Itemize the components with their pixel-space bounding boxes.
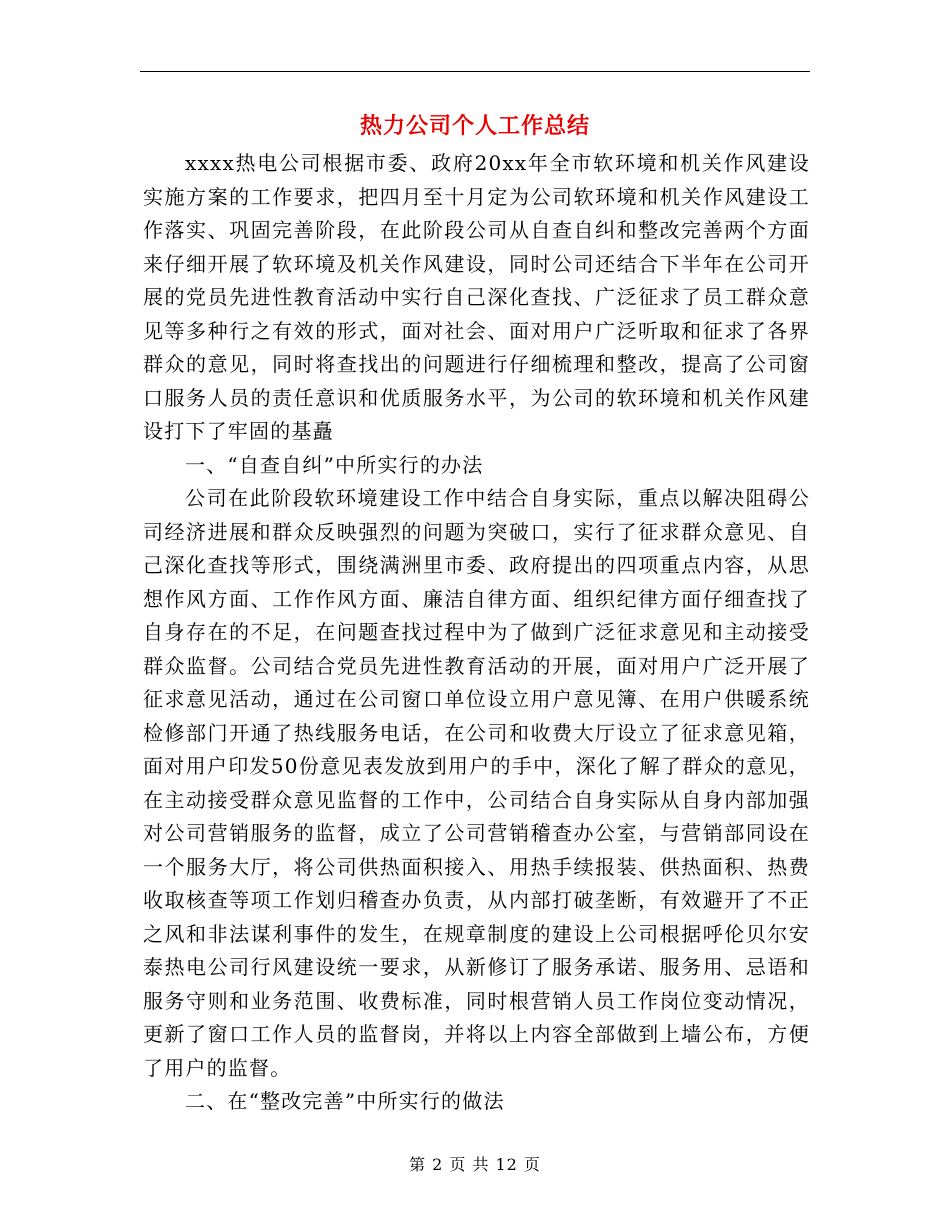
intro-paragraph: xxxx热电公司根据市委、政府20xx年全市软环境和机关作风建设实施方案的工作要求，把四月至十月定为公司软环境和机关作风建设工作落实、巩固完善阶段，在此阶段公司从自查自纠和整改完善两个方面来仔细开展了软环境及机关作风建设，同时公司还结合下半年在公司开展的党员先进性教育活动中实行自己深化查找、广泛征求了员工群众意见等多种行之有效的形式，面对社会、面对用户广泛听取和征求了各界群众的意见，同时将查找出的问题进行仔细梳理和整改，提高了公司窗口服务人员的责任意识和优质服务水平，为公司的软环境和机关作风建设打下了牢固的基矗 bbox=[143, 151, 810, 443]
footer-page-number: 2 bbox=[432, 1155, 444, 1174]
section-heading-2: 二、在“整改完善”中所实行的做法 bbox=[185, 1089, 505, 1113]
document-body bbox=[143, 147, 810, 1119]
section-heading-1: 一、“自查自纠”中所实行的办法 bbox=[185, 452, 484, 477]
footer-suffix: 页 bbox=[523, 1155, 541, 1174]
header-rule bbox=[140, 71, 810, 72]
section-1-paragraph: 公司在此阶段软环境建设工作中结合自身实际，重点以解决阻碍公司经济进展和群众反映强烈的问题为突破口，实行了征求群众意见、自己深化查找等形式，围绕满洲里市委、政府提出的四项重点内容，从思想作风方面、工作作风方面、廉洁自律方面、组织纪律方面仔细查找了自身存在的不足，在问题查找过程中为了做到广泛征求意见和主动接受群众监督。公司结合党员先进性教育活动的开展，面对用户广泛开展了征求意见活动，通过在公司窗口单位设立用户意见簿、在用户供暖系统检修部门开通了热线服务电话，在公司和收费大厅设立了征求意见箱，面对用户印发50份意见表发放到用户的手中，深化了解了群众的意见，在主动接受群众意见监督的工作中，公司结合自身实际从自身内部加强对公司营销服务的监督，成立了公司营销稽查办公室，与营销部同设在一个服务大厅，将公司供热面积接入、用热手续报装、供热面积、热费收取核查等项工作划归稽查办负责，从内部打破垄断，有效避开了不正之风和非法谋利事件的发生，在规章制度的建设上公司根据呼伦贝尔安泰热电公司行风建设统一要求，从新修订了服务承诺、服务用、忌语和服务守则和业务范围、收费标准，同时根营销人员工作岗位变动情况，更新了窗口工作人员的监督岗，并将以上内容全部做到上墙公布，方便了用户的监督。 bbox=[143, 486, 810, 1080]
page-footer bbox=[0, 1154, 950, 1176]
footer-total-pages: 12 bbox=[495, 1155, 518, 1174]
footer-prefix: 第 bbox=[409, 1155, 427, 1174]
document-title: 热力公司个人工作总结 bbox=[359, 113, 590, 139]
footer-middle: 页 共 bbox=[449, 1155, 490, 1174]
